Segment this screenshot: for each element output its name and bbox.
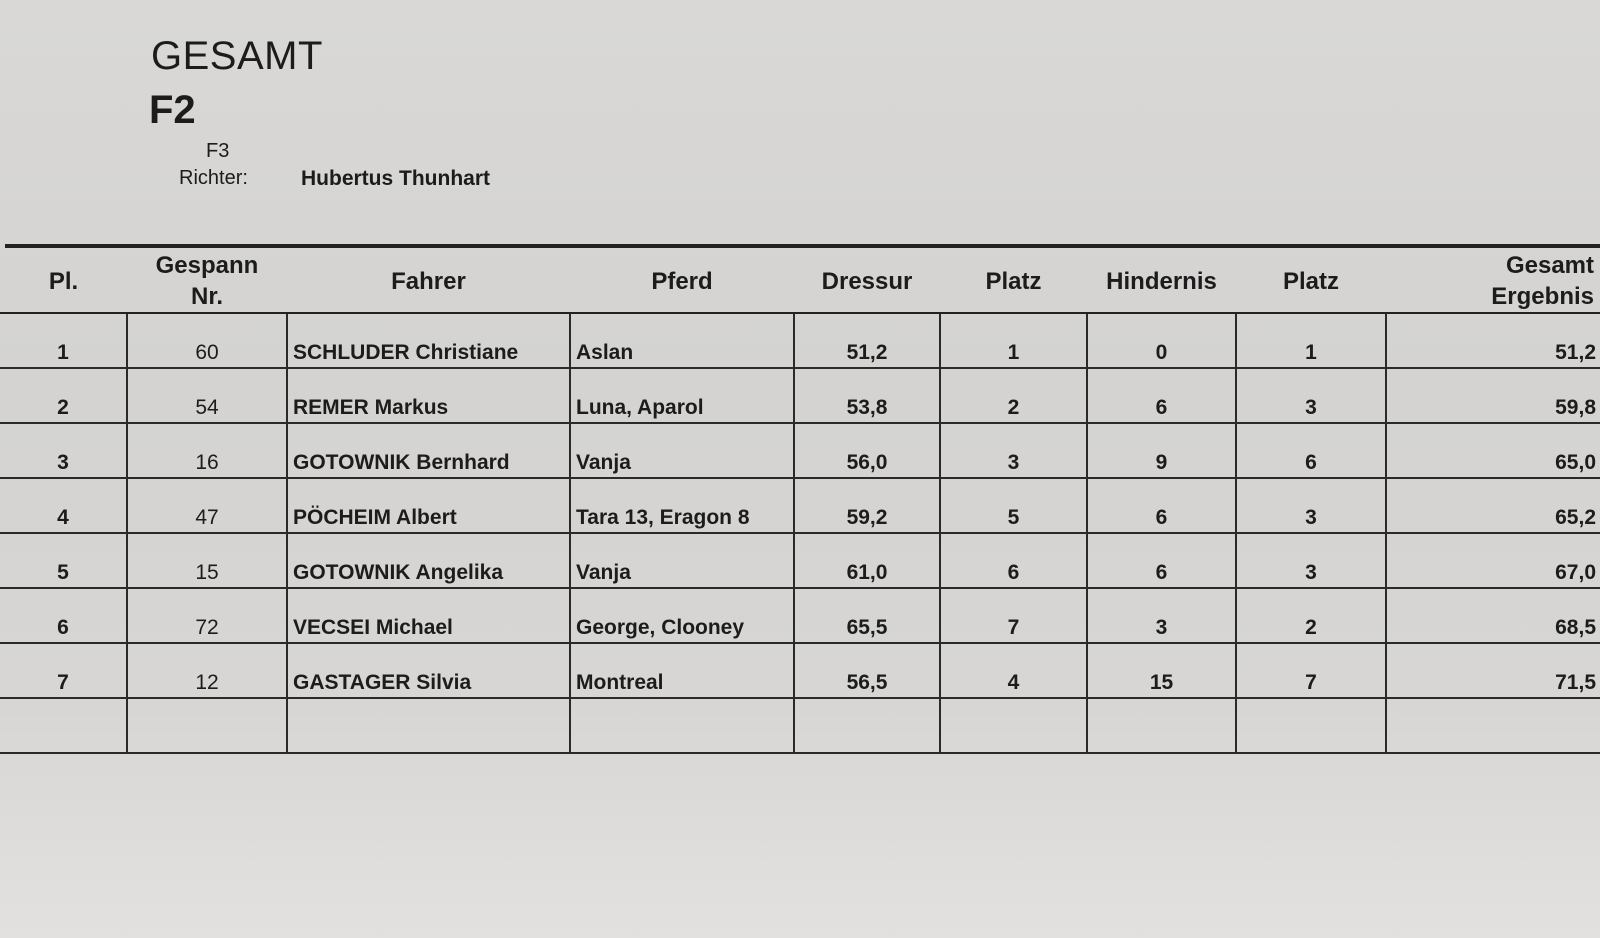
- cell-gesamt: 51,2: [1386, 313, 1600, 368]
- cell-platz-1: 7: [940, 588, 1087, 643]
- cell-hindernis: 9: [1087, 423, 1236, 478]
- cell-platz-2: 1: [1236, 313, 1386, 368]
- col-header-gesamt: [1386, 250, 1600, 313]
- col-header-platz-1: Platz: [940, 250, 1087, 313]
- cell-empty: [940, 698, 1087, 753]
- cell-platz-2: 3: [1236, 533, 1386, 588]
- cell-empty: [127, 698, 287, 753]
- table-row: [0, 478, 1600, 533]
- cell-dressur: 59,2: [794, 478, 940, 533]
- cell-hindernis: 15: [1087, 643, 1236, 698]
- cell-dressur: 56,5: [794, 643, 940, 698]
- cell-nr: 72: [127, 588, 287, 643]
- cell-pferd: Luna, Aparol: [570, 368, 794, 423]
- cell-dressur: 61,0: [794, 533, 940, 588]
- cell-nr: 12: [127, 643, 287, 698]
- cell-nr: 54: [127, 368, 287, 423]
- sub-class-label: F3: [206, 140, 230, 162]
- cell-empty: [1386, 698, 1600, 753]
- col-header-pl: Pl.: [0, 250, 127, 313]
- table-row: [0, 423, 1600, 478]
- cell-platz-1: 5: [940, 478, 1087, 533]
- cell-platz-2: 3: [1236, 478, 1386, 533]
- col-header-gespann-line1: Gespann: [155, 252, 259, 279]
- table-row: [0, 313, 1600, 368]
- cell-nr: 16: [127, 423, 287, 478]
- cell-platz-2: 7: [1236, 643, 1386, 698]
- cell-gesamt: 59,8: [1386, 368, 1600, 423]
- cell-pferd: Aslan: [570, 313, 794, 368]
- judge-name: Hubertus Thunhart: [301, 167, 490, 190]
- cell-dressur: 56,0: [794, 423, 940, 478]
- cell-empty: [0, 698, 127, 753]
- cell-pl: 4: [0, 478, 127, 533]
- cell-fahrer: SCHLUDER Christiane: [287, 313, 570, 368]
- cell-pferd: Tara 13, Eragon 8: [570, 478, 794, 533]
- col-header-hindernis: Hindernis: [1087, 250, 1236, 313]
- cell-platz-1: 3: [940, 423, 1087, 478]
- col-header-gespann-line2: Nr.: [190, 283, 223, 311]
- cell-hindernis: 6: [1087, 368, 1236, 423]
- cell-empty: [570, 698, 794, 753]
- class-title: F2: [149, 88, 196, 132]
- cell-hindernis: 3: [1087, 588, 1236, 643]
- cell-empty: [794, 698, 940, 753]
- cell-platz-1: 6: [940, 533, 1087, 588]
- cell-pl: 2: [0, 368, 127, 423]
- cell-dressur: 65,5: [794, 588, 940, 643]
- cell-empty: [1087, 698, 1236, 753]
- cell-dressur: 53,8: [794, 368, 940, 423]
- cell-nr: 60: [127, 313, 287, 368]
- cell-fahrer: PÖCHEIM Albert: [287, 478, 570, 533]
- cell-pl: 6: [0, 588, 127, 643]
- cell-platz-2: 3: [1236, 368, 1386, 423]
- table-row: [0, 643, 1600, 698]
- cell-dressur: 51,2: [794, 313, 940, 368]
- cell-pl: 5: [0, 533, 127, 588]
- cell-empty: [287, 698, 570, 753]
- cell-pferd: George, Clooney: [570, 588, 794, 643]
- cell-fahrer: GASTAGER Silvia: [287, 643, 570, 698]
- cell-platz-1: 1: [940, 313, 1087, 368]
- page-title: GESAMT: [151, 34, 323, 78]
- cell-platz-2: 2: [1236, 588, 1386, 643]
- cell-gesamt: 71,5: [1386, 643, 1600, 698]
- cell-platz-1: 4: [940, 643, 1087, 698]
- cell-gesamt: 68,5: [1386, 588, 1600, 643]
- cell-platz-2: 6: [1236, 423, 1386, 478]
- table-row: [0, 368, 1600, 423]
- col-header-gespann: [127, 250, 287, 313]
- table-header-row: [0, 250, 1600, 313]
- col-header-dressur: Dressur: [794, 250, 940, 313]
- cell-pl: 7: [0, 643, 127, 698]
- table-row: [0, 588, 1600, 643]
- cell-pl: 1: [0, 313, 127, 368]
- cell-pl: 3: [0, 423, 127, 478]
- cell-gesamt: 65,0: [1386, 423, 1600, 478]
- judge-label: Richter:: [179, 167, 248, 189]
- cell-platz-1: 2: [940, 368, 1087, 423]
- results-table: [0, 250, 1600, 754]
- header-rule: [5, 244, 1600, 248]
- table-row-empty: [0, 698, 1600, 753]
- cell-hindernis: 6: [1087, 533, 1236, 588]
- cell-fahrer: VECSEI Michael: [287, 588, 570, 643]
- cell-gesamt: 65,2: [1386, 478, 1600, 533]
- cell-fahrer: REMER Markus: [287, 368, 570, 423]
- cell-hindernis: 0: [1087, 313, 1236, 368]
- cell-pferd: Vanja: [570, 423, 794, 478]
- table-row: [0, 533, 1600, 588]
- cell-nr: 15: [127, 533, 287, 588]
- col-header-gesamt-line2: Ergebnis: [1491, 283, 1594, 311]
- col-header-gesamt-line1: Gesamt: [1505, 252, 1594, 279]
- cell-fahrer: GOTOWNIK Angelika: [287, 533, 570, 588]
- cell-hindernis: 6: [1087, 478, 1236, 533]
- col-header-fahrer: Fahrer: [287, 250, 570, 313]
- cell-gesamt: 67,0: [1386, 533, 1600, 588]
- cell-fahrer: GOTOWNIK Bernhard: [287, 423, 570, 478]
- cell-empty: [1236, 698, 1386, 753]
- col-header-platz-2: Platz: [1236, 250, 1386, 313]
- cell-pferd: Vanja: [570, 533, 794, 588]
- cell-pferd: Montreal: [570, 643, 794, 698]
- col-header-pferd: Pferd: [570, 250, 794, 313]
- cell-nr: 47: [127, 478, 287, 533]
